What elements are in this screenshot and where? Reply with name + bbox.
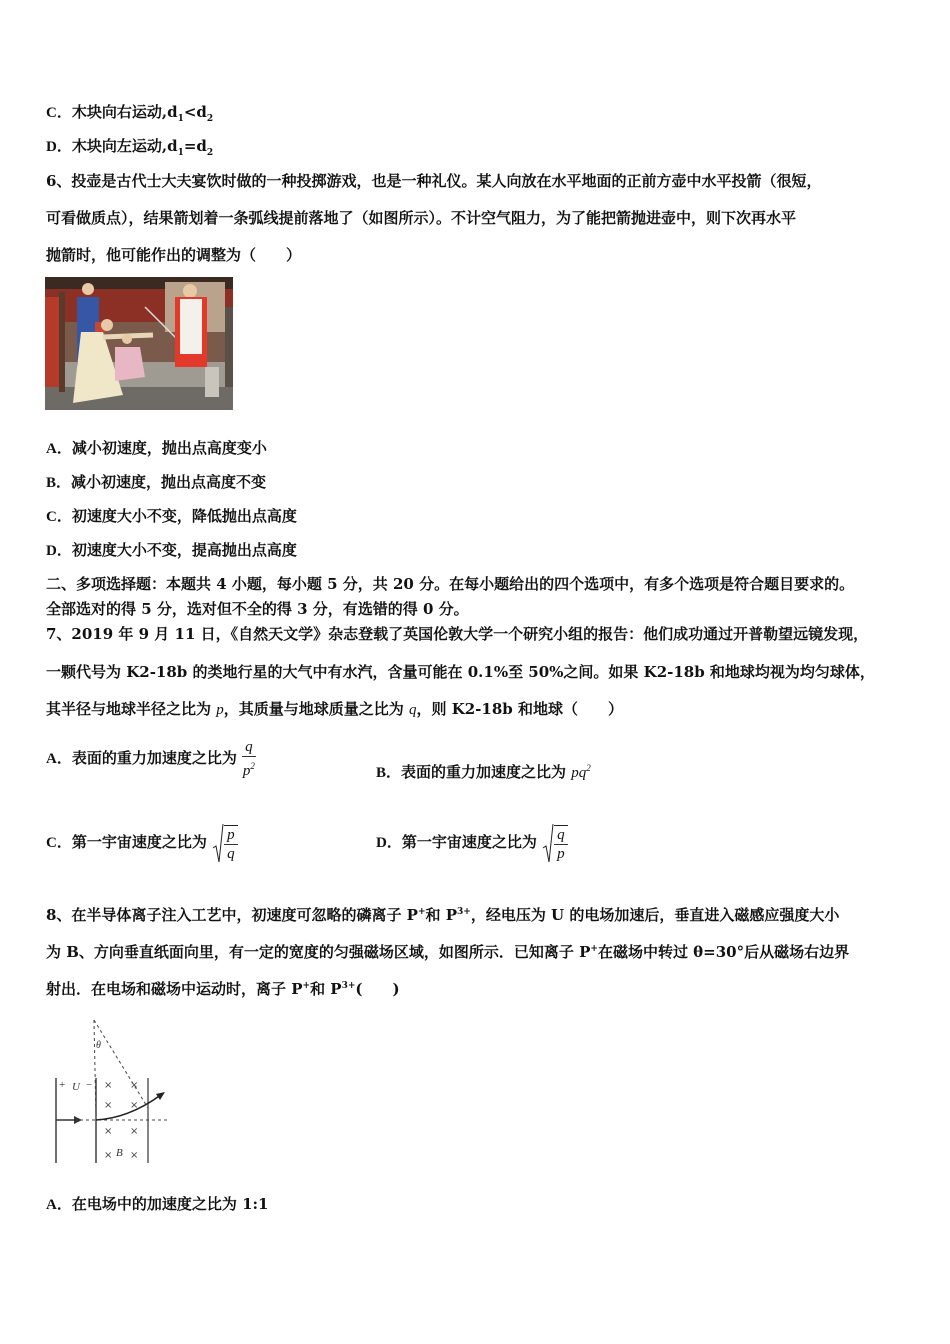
cross-mark: × [130,1100,139,1111]
q6-option-b [46,472,266,493]
field-label: B [116,1147,123,1159]
option-text: 表面的重力加速度之比为 [71,749,237,767]
q5-option-c [46,102,213,129]
radius-line [94,1020,96,1120]
q7-stem-line3 [46,699,623,720]
cross-mark: × [104,1150,113,1161]
q6-option-a [46,438,267,459]
arrowhead-icon [156,1092,165,1100]
fraction-denominator: p [557,845,565,862]
stem-text: ，则 K2-18b 和地球（ ） [416,700,623,718]
cross-mark: × [104,1080,113,1091]
cross-mark: × [130,1150,139,1161]
section-heading-line1: 二、多项选择题：本题共 4 小题，每小题 5 分，共 20 分。在每小题给出的四个选项中，有多个选项是符合题目要求的。 [46,575,855,593]
q8-stem-line3 [46,976,400,999]
superscript: + [590,944,598,954]
option-label: C． [46,509,72,525]
option-text: 在电场中的加速度之比为 1:1 [71,1195,269,1213]
fraction-denominator: p [242,763,251,779]
superscript: 3+ [457,907,471,917]
option-text: 初速度大小不变，降低抛出点高度 [71,507,297,525]
fraction-numerator: q [554,826,568,845]
q6-stem-line3: 抛箭时，他可能作出的调整为（ ） [46,246,302,264]
option-text: 减小初速度，抛出点高度不变 [71,473,267,491]
option-text: 初速度大小不变，提高抛出点高度 [71,541,297,559]
q7-stem-line2: 一颗代号为 K2-18b 的类地行星的大气中有水汽，含量可能在 0.1%至 50%之间。如果 K2-18b 和地球均视为均匀球体， [46,663,875,681]
stem-text: 为 B、方向垂直纸面向里，有一定的宽度的匀强磁场区域，如图所示．已知离子 P [46,943,591,961]
q6-stem-line1: 6、投壶是古代士大夫宴饮时做的一种投掷游戏，也是一种礼仪。某人向放在水平地面的正前方壶中水平投箭（很短， [46,172,822,190]
q7-option-b [376,758,591,783]
option-label: A． [46,1197,72,1213]
option-label: A． [46,751,72,767]
radius-line [94,1020,148,1108]
option-text: 减小初速度，抛出点高度变小 [71,439,267,457]
option-text: 第一宇宙速度之比为 [401,833,537,851]
stem-text: 射出．在电场和磁场中运动时，离子 P [46,980,303,998]
radical-sign-icon [212,822,224,866]
option-label: C． [46,835,72,851]
stem-text: 和 P [425,906,458,924]
field-diagram [50,1018,170,1166]
fraction [554,825,568,863]
option-label: D． [376,835,402,851]
radical-sign-icon [542,822,554,866]
fraction-denominator: q [227,845,235,862]
variable-p: p [216,702,224,718]
option-text: 第一宇宙速度之比为 [71,833,207,851]
q6-option-d [46,540,297,561]
q7-option-c [46,820,238,866]
sqrt-q-over-p [542,821,568,866]
option-text: 木块向右运动,d [71,103,178,121]
q7-stem-line1: 7、2019 年 9 月 11 日，《自然天文学》杂志登载了英国伦敦大学一个研究小组的报告：他们成功通过开普勒望远镜发现， [46,625,869,643]
fraction-numerator: p [224,826,238,845]
option-label: D． [46,543,72,559]
subscript: 2 [206,148,214,158]
variable-q: q [408,702,417,718]
stem-text: 8、在半导体离子注入工艺中，初速度可忽略的磷离子 P [46,906,418,924]
sqrt-p-over-q [212,821,238,866]
subscript: 1 [177,114,184,124]
stem-text: ，经电压为 U 的电场加速后，垂直进入磁感应强度大小 [470,906,840,924]
theta-label: θ [96,1040,101,1051]
plus-sign: + [59,1079,66,1091]
option-text: 表面的重力加速度之比为 [401,763,567,781]
exponent: 2 [250,761,255,771]
option-text: 木块向左运动,d [71,137,178,155]
q8-stem-line1 [46,902,839,925]
voltage-label: U [72,1081,80,1093]
option-label: A． [46,441,72,457]
option-label: C． [46,105,72,121]
stem-text: ( ) [355,980,400,998]
cross-mark: × [130,1080,139,1091]
fraction [224,825,238,863]
arrow-throwing-photo [45,277,233,410]
option-label: B． [46,475,72,491]
fraction-numerator: q [242,738,256,757]
q7-option-a [46,738,256,780]
superscript: 3+ [341,981,356,991]
expression-pq: pq [571,765,587,781]
cross-mark: × [104,1100,113,1111]
subscript: 1 [177,148,184,158]
q6-stem-line2: 可看做质点），结果箭划着一条弧线提前落地了（如图所示）。不计空气阻力，为了能把箭抛进壶中，则下次再水平 [46,209,797,227]
cross-mark: × [130,1126,139,1137]
minus-sign: − [86,1079,93,1091]
stem-text: 在磁场中转过 θ=30°后从磁场右边界 [597,943,850,961]
superscript: + [417,907,426,917]
option-text: <d [183,103,207,121]
subscript: 2 [206,114,214,124]
q7-option-d [376,820,568,866]
option-label: B． [376,765,402,781]
q8-option-a [46,1194,268,1215]
stem-text: ，其质量与地球质量之比为 [223,700,409,718]
q6-option-c [46,506,297,527]
option-label: D． [46,139,72,155]
cross-mark: × [104,1126,113,1137]
stem-text: 其半径与地球半径之比为 [46,700,217,718]
option-text: =d [183,137,207,155]
exponent: 2 [586,763,591,773]
arrowhead-icon [74,1116,82,1124]
section-heading-line2: 全部选对的得 5 分，选对但不全的得 3 分，有选错的得 0 分。 [46,600,469,618]
fraction-q-over-p2 [242,738,256,780]
stem-text: 和 P [310,980,342,998]
superscript: + [302,981,311,991]
q5-option-d [46,136,213,163]
q8-stem-line2 [46,939,849,962]
